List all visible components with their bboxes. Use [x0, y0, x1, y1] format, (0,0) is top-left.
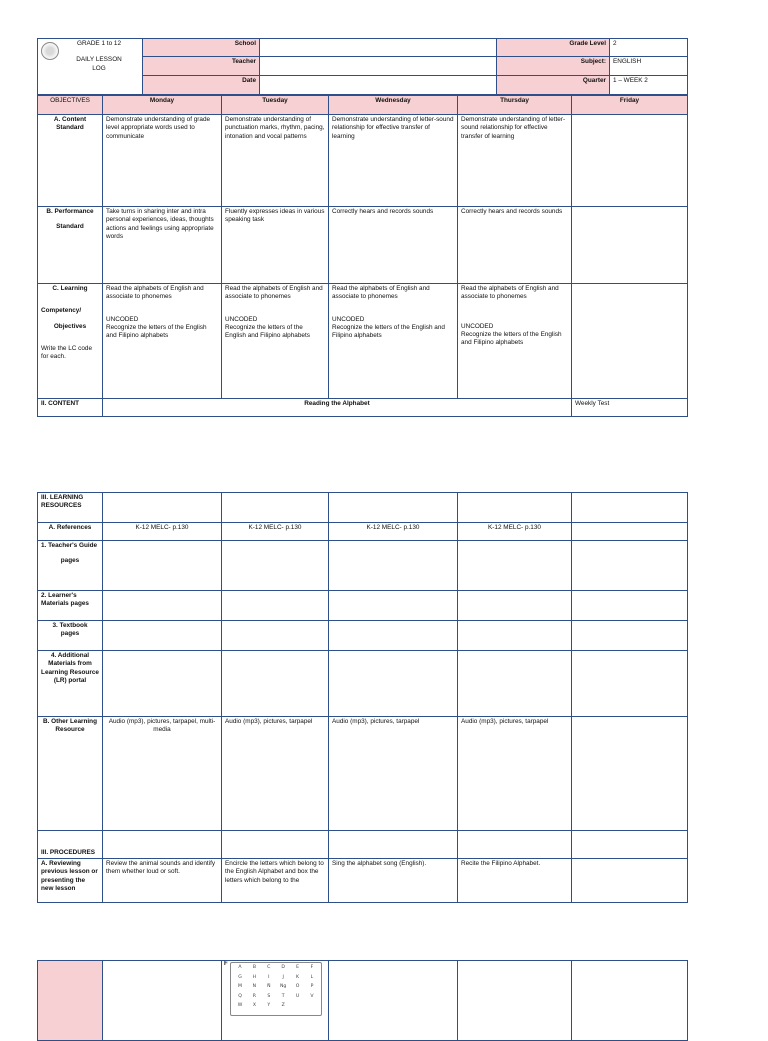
resources-table — [37, 492, 688, 903]
other-resources-label: B. Other Learning Resource — [38, 717, 103, 831]
content-standard-thursday: Demonstrate understanding of letter-sound relationship for effective transfer of learning — [458, 115, 572, 207]
competency-thursday — [458, 284, 572, 399]
other-resources-friday — [572, 717, 688, 831]
lesson-log-header-table — [37, 38, 688, 95]
additional-materials-label: 4. Additional Materials from Learning Resource (LR) portal — [38, 651, 103, 717]
textbook-a: 3. Textbook — [52, 622, 88, 629]
competency-code: UNCODED — [225, 315, 258, 323]
content-standard-monday: Demonstrate understanding of grade level appropriate words used to communicate — [103, 115, 222, 207]
competency-label-a: C. Learning — [52, 285, 88, 292]
other-resources-tuesday: Audio (mp3), pictures, tarpapel — [222, 717, 329, 831]
content-standard-label: A. Content Standard — [38, 115, 103, 207]
alphabet-row: A B C D E F — [238, 965, 314, 970]
log-title-cell — [38, 39, 143, 95]
review-wednesday: Sing the alphabet song (English). — [329, 859, 458, 903]
reference-wednesday: K-12 MELC- p.130 — [329, 523, 458, 541]
competency-label-d: Write the LC code for each. — [41, 344, 93, 361]
teachers-guide-a: 1. Teacher's Guide — [41, 542, 98, 549]
competency-code: UNCODED — [106, 315, 139, 323]
log-title: DAILY LESSON LOG — [76, 56, 122, 72]
learning-competency-label — [38, 284, 103, 399]
competency-tuesday — [222, 284, 329, 399]
competency-intro: Read the alphabets of English and associate to phonemes — [332, 285, 430, 301]
textbook-b: pages — [60, 630, 80, 638]
day-monday: Monday — [103, 96, 222, 115]
teacher-label: Teacher — [143, 57, 260, 76]
competency-detail: Recognize the letters of the English and Filipino alphabets — [106, 323, 207, 340]
performance-standard-tuesday: Fluently expresses ideas in various speaking task — [222, 207, 329, 284]
competency-detail: Recognize the letters of the English and Filipino alphabets — [225, 323, 310, 340]
competency-detail: Recognize the letters of the English and Filipino alphabets — [461, 330, 562, 347]
content-value: Reading the Alphabet — [103, 399, 572, 417]
alphabet-activity-cell — [222, 961, 329, 1041]
reference-tuesday: K-12 MELC- p.130 — [222, 523, 329, 541]
competency-detail: Recognize the letters of the English and Filipino alphabets — [332, 323, 445, 340]
teachers-guide-label — [38, 541, 103, 591]
competency-label-b: Competency/ — [41, 307, 82, 315]
competency-wednesday — [329, 284, 458, 399]
performance-standard-thursday: Correctly hears and records sounds — [458, 207, 572, 284]
content-standard-tuesday: Demonstrate understanding of punctuation marks, rhythm, pacing, intonation and vocal patterns — [222, 115, 329, 207]
reference-thursday: K-12 MELC- p.130 — [458, 523, 572, 541]
reference-friday — [572, 523, 688, 541]
competency-code: UNCODED — [332, 315, 365, 323]
review-tuesday: Encircle the letters which belong to the English Alphabet and box the letters which belong to the — [222, 859, 329, 903]
content-standard-friday — [572, 115, 688, 207]
teachers-guide-b: pages — [60, 557, 80, 565]
performance-standard-friday — [572, 207, 688, 284]
deped-seal-icon — [41, 42, 59, 60]
objectives-table — [37, 95, 688, 417]
reviewing-label: A. Reviewing previous lesson or presenting the new lesson — [38, 859, 103, 903]
alphabet-row: W X Y Z — [237, 1003, 285, 1008]
procedures-continued-label — [38, 961, 103, 1041]
subject-value: ENGLISH — [610, 57, 688, 76]
references-label: A. References — [38, 523, 103, 541]
day-tuesday: Tuesday — [222, 96, 329, 115]
review-friday — [572, 859, 688, 903]
day-thursday: Thursday — [458, 96, 572, 115]
school-label: School — [143, 39, 260, 57]
competency-friday — [572, 284, 688, 399]
reference-monday: K-12 MELC- p.130 — [103, 523, 222, 541]
subject-label: Subject: — [497, 57, 610, 76]
quarter-value: 1 – WEEK 2 — [610, 76, 688, 95]
grade-range: GRADE 1 to 12 — [76, 40, 122, 47]
teacher-field[interactable] — [260, 57, 497, 76]
textbook-label — [38, 621, 103, 651]
other-resources-monday: Audio (mp3), pictures, tarpapel, multi-media — [103, 717, 222, 831]
other-resources-thursday: Audio (mp3), pictures, tarpapel — [458, 717, 572, 831]
competency-code: UNCODED — [461, 322, 494, 330]
competency-intro: Read the alphabets of English and associate to phonemes — [461, 285, 559, 301]
other-resources-wednesday: Audio (mp3), pictures, tarpapel — [329, 717, 458, 831]
performance-standard-label — [38, 207, 103, 284]
alphabet-row: M N Ñ Ng O P — [238, 984, 314, 989]
review-thursday: Recite the Filipino Alphabet. — [458, 859, 572, 903]
competency-intro: Read the alphabets of English and associate to phonemes — [106, 285, 204, 301]
competency-monday — [103, 284, 222, 399]
alphabet-row: G H I J K L — [238, 974, 314, 980]
grade-level-label: Grade Level — [497, 39, 610, 57]
performance-standard-monday: Take turns in sharing inter and intra personal experiences, ideas, thoughts actions and feelings using appropriate words — [103, 207, 222, 284]
performance-standard-wednesday: Correctly hears and records sounds — [329, 207, 458, 284]
objectives-label: OBJECTIVES — [38, 96, 103, 115]
school-field[interactable] — [260, 39, 497, 57]
learners-materials-label: 2. Learner's Materials pages — [38, 591, 103, 621]
alphabet-prefix: F — [224, 961, 228, 967]
competency-intro: Read the alphabets of English and associate to phonemes — [225, 285, 323, 301]
review-monday: Review the animal sounds and identify them whether loud or soft. — [103, 859, 222, 903]
content-standard-wednesday: Demonstrate understanding of letter-sound relationship for effective transfer of learning — [329, 115, 458, 207]
procedures-title: III. PROCEDURES — [38, 831, 103, 859]
performance-label-a: B. Performance — [46, 208, 94, 215]
performance-label-b: Standard — [56, 223, 84, 231]
resources-title: III. LEARNING RESOURCES — [38, 493, 103, 523]
date-label: Date — [143, 76, 260, 95]
competency-label-c: Objectives — [53, 322, 87, 330]
quarter-label: Quarter — [497, 76, 610, 95]
procedures-continued-table — [37, 960, 688, 1041]
alphabet-chart — [230, 962, 322, 1016]
alphabet-row: Q R S T U V — [238, 993, 314, 999]
date-field[interactable] — [260, 76, 497, 95]
grade-level-value: 2 — [610, 39, 688, 57]
day-wednesday: Wednesday — [329, 96, 458, 115]
content-friday: Weekly Test — [572, 399, 688, 417]
content-label: II. CONTENT — [38, 399, 103, 417]
day-friday: Friday — [572, 96, 688, 115]
